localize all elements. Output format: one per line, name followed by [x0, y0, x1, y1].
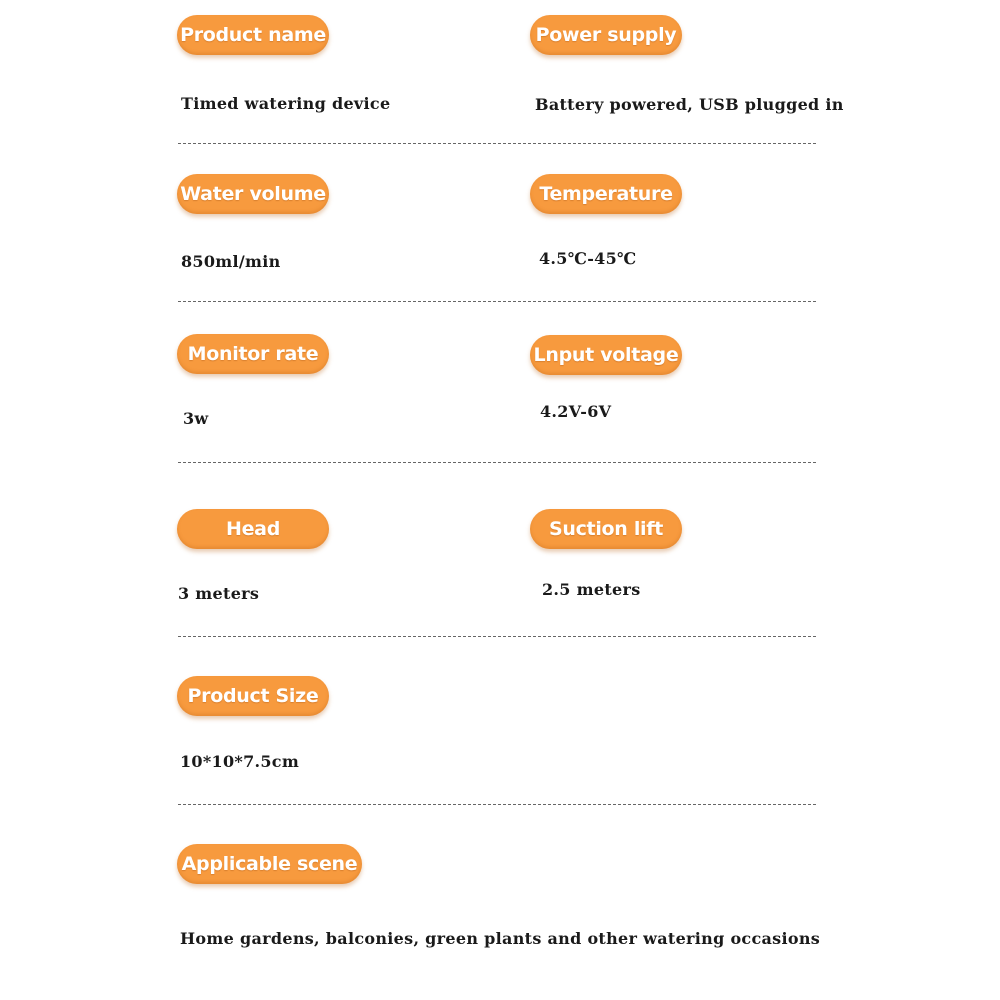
product-name-value: Timed watering device [181, 94, 391, 113]
head-label: Head [177, 509, 329, 549]
row-divider [178, 143, 816, 144]
power-supply-value: Battery powered, USB plugged in [535, 95, 844, 114]
water-volume-label: Water volume [177, 174, 329, 214]
suction-lift-label: Suction lift [530, 509, 682, 549]
row-divider [178, 301, 816, 302]
product-size-value: 10*10*7.5cm [180, 752, 300, 771]
power-supply-label: Power supply [530, 15, 682, 55]
row-divider [178, 636, 816, 637]
suction-lift-value: 2.5 meters [542, 580, 641, 599]
head-value: 3 meters [178, 584, 260, 603]
monitor-rate-label: Monitor rate [177, 334, 329, 374]
monitor-rate-value: 3w [183, 409, 209, 428]
input-voltage-value: 4.2V-6V [540, 402, 612, 421]
row-divider [178, 804, 816, 805]
product-size-label: Product Size [177, 676, 329, 716]
row-divider [178, 462, 816, 463]
applicable-scene-value: Home gardens, balconies, green plants and other watering occasions [180, 929, 821, 948]
water-volume-value: 850ml/min [181, 252, 281, 271]
input-voltage-label: Lnput voltage [530, 335, 682, 375]
product-name-label: Product name [177, 15, 329, 55]
temperature-value: 4.5℃-45℃ [539, 249, 637, 268]
temperature-label: Temperature [530, 174, 682, 214]
applicable-scene-label: Applicable scene [177, 844, 362, 884]
